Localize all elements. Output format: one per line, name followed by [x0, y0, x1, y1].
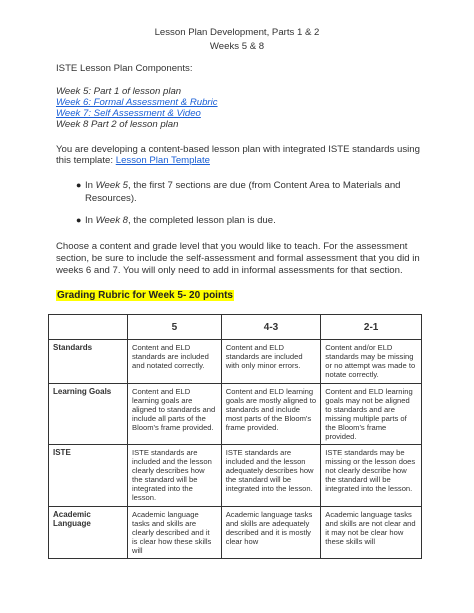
bullet-icon: ● [76, 180, 82, 190]
intro-prefix: this template: [56, 155, 116, 166]
bullet-week5-week: Week 5 [95, 180, 129, 191]
cell-4-3: ISTE standards are included and the lesson adequately describes how the standard will be integrated into the lesson. [221, 445, 321, 507]
cell-4-3: Content and ELD standards are included with only minor errors. [221, 340, 321, 384]
rubric-header-2-1: 2-1 [321, 315, 422, 340]
rubric-row-academic-language [49, 507, 422, 559]
rubric-header-5: 5 [128, 315, 222, 340]
bullet-week8-post: , the completed lesson plan is due. [128, 215, 276, 226]
rubric-title: Grading Rubric for Week 5- 20 points [57, 290, 233, 301]
bullet-week8-week: Week 8 [95, 215, 129, 226]
intro-line2 [56, 154, 210, 167]
rubric-row-iste [49, 445, 422, 507]
bullet-week5-pre: In [85, 180, 96, 191]
cell-5: Academic language tasks and skills are clearly described and it is clear how these skills will [128, 507, 222, 559]
cell-4-3: Academic language tasks and skills are adequately described and it is mostly clear how [221, 507, 321, 559]
bullet-week8 [85, 214, 425, 227]
bullet-icon: ● [76, 215, 82, 225]
rubric-row-learning-goals [49, 384, 422, 445]
cell-2-1: Content and ELD learning goals may not be aligned to standards and are missing multiple parts of the Bloom's frame provided. [321, 384, 422, 445]
cell-2-1: Academic language tasks and skills are not clear and it may not be clear how these skills will [321, 507, 422, 559]
choose-line1: Choose a content and grade level that you would like to teach. For the assessment [56, 241, 408, 252]
template-link[interactable]: Lesson Plan Template [115, 155, 210, 166]
cell-5: Content and ELD learning goals are aligned to standards and include all parts of the Bloom's frame provided. [128, 384, 222, 445]
intro-line1: You are developing a content-based lesson plan with integrated ISTE standards using [56, 144, 420, 155]
rubric-header-blank [49, 315, 128, 340]
row-label: Learning Goals [49, 384, 128, 445]
week6-link[interactable]: Week 6: Formal Assessment & Rubric [56, 97, 218, 108]
rubric-header-4-3: 4-3 [221, 315, 321, 340]
bullet-week8-pre: In [85, 215, 96, 226]
rubric-table [48, 314, 422, 559]
choose-line2: section, be sure to include the self-assessment and formal assessment that you did in [56, 253, 420, 264]
document-subtitle: Weeks 5 & 8 [209, 41, 265, 52]
cell-5: Content and ELD standards are included and notated correctly. [128, 340, 222, 384]
cell-2-1: Content and/or ELD standards may be missing or no attempt was made to notate correctly. [321, 340, 422, 384]
cell-4-3: Content and ELD learning goals are mostly aligned to standards and include most parts of the Bloom's frame provided. [221, 384, 321, 445]
week5-item: Week 5: Part 1 of lesson plan [56, 86, 182, 97]
components-heading: ISTE Lesson Plan Components: [56, 63, 193, 74]
bullet-week5-line2: Resources). [85, 193, 137, 204]
week8-item: Week 8 Part 2 of lesson plan [56, 119, 179, 130]
rubric-header-row [49, 315, 422, 340]
week7-link[interactable]: Week 7: Self Assessment & Video [56, 108, 201, 119]
bullet-week5 [85, 179, 425, 205]
row-label: ISTE [49, 445, 128, 507]
rubric-row-standards [49, 340, 422, 384]
cell-2-1: ISTE standards may be missing or the lesson does not clearly describe how the standard will be integrated into the lesson. [321, 445, 422, 507]
row-label: Academic Language [49, 507, 128, 559]
row-label: Standards [49, 340, 128, 384]
cell-5: ISTE standards are included and the lesson clearly describes how the standard will be integrated into the lesson. [128, 445, 222, 507]
choose-line3: weeks 6 and 7. You will only need to add in informal assessments for that section. [56, 265, 403, 276]
bullet-week5-post: , the first 7 sections are due (from Content Area to Materials and [128, 180, 401, 191]
document-title: Lesson Plan Development, Parts 1 & 2 [154, 27, 320, 38]
